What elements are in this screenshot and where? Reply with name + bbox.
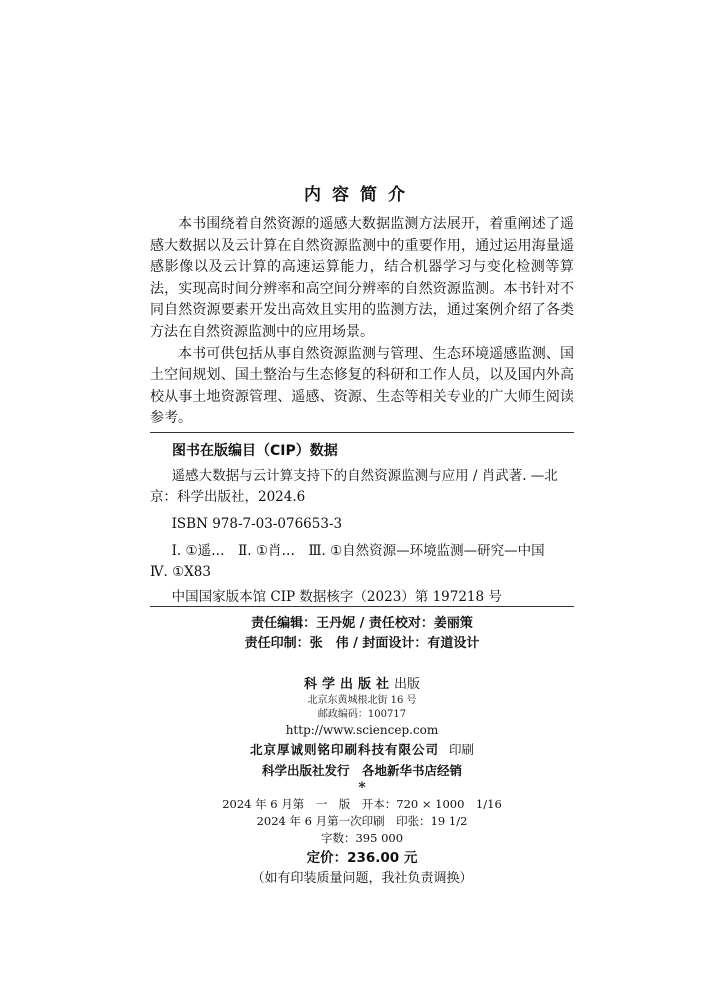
cip-top-rule (150, 432, 574, 433)
intro-title: 内容简介 (304, 185, 416, 205)
credits-editor-proofreader: 责任编辑：王丹妮 / 责任校对：姜丽策 (251, 616, 473, 631)
printer-line (150, 739, 574, 761)
cip-title: 图书在版编目（CIP）数据 (172, 443, 338, 459)
credits-printing-cover: 责任印制：张 伟 / 封面设计：有道设计 (244, 636, 480, 651)
publisher-postcode: 邮政编码：100717 (317, 709, 407, 720)
publisher-line (150, 676, 574, 694)
cip-record (150, 466, 574, 614)
word-count: 字数：395 000 (320, 831, 404, 845)
intro-paragraph-1: 本书围绕着自然资源的遥感大数据监测方法展开，着重阐述了遥感大数据以及云计算在自然资源监测中的重要作用，通过运用海量遥感影像以及云计算的高速运算能力，结合机器学习与变化检测等算法，实现高时间分辨率和高空间分辨率的自然资源监测。本书针对不同自然资源要素开发出高效且实用的监测方法，通过案例介绍了各类方法在自然资源监测中的应用场景。 (150, 216, 574, 340)
quality-note: （如有印装质量问题，我社负责调换） (251, 871, 473, 886)
printer-suffix: 印刷 (449, 742, 475, 757)
publisher-suffix: 出版 (394, 677, 421, 692)
cip-bottom-rule (150, 606, 574, 607)
separator-star: * (358, 780, 366, 796)
cip-classification: Ⅰ. ①遥… Ⅱ. ①肖… Ⅲ. ①自然资源—环境监测—研究—中国 Ⅳ. ①X83 (150, 543, 559, 580)
publisher-logo: 科学出版社 (303, 677, 394, 692)
intro-text (150, 214, 574, 430)
intro-paragraph-2: 本书可供包括从事自然资源监测与管理、生态环境遥感监测、国土空间规划、国土整治与生态修复的科研和工作人员，以及国内外高校从事土地资源管理、遥感、资源、生态等相关专业的广大师生阅读参考。 (150, 345, 574, 427)
publisher-url: http://www.sciencep.com (285, 723, 439, 737)
cip-isbn: ISBN 978-7-03-076653-3 (171, 516, 343, 532)
printer-name: 北京厚诚则铭印刷科技有限公司 (249, 742, 439, 757)
printing-line: 2024 年 6 月第一次印刷 印张：19 1/2 (256, 814, 468, 828)
cip-bibliographic-record: 遥感大数据与云计算支持下的自然资源监测与应用 / 肖武著. —北京：科学出版社，2024.6 (150, 468, 558, 505)
publisher-address: 北京东黄城根北街 16 号 (307, 695, 417, 706)
edition-line: 2024 年 6 月第 一 版 开本：720 × 1000 1/16 (222, 797, 502, 811)
imprint-block (150, 676, 574, 889)
editorial-credits (150, 614, 574, 654)
distribution-line: 科学出版社发行 各地新华书店经销 (261, 763, 462, 778)
price: 定价：236.00 元 (306, 850, 418, 866)
cip-approval-number: 中国国家版本馆 CIP 数据核字（2023）第 197218 号 (171, 589, 502, 605)
